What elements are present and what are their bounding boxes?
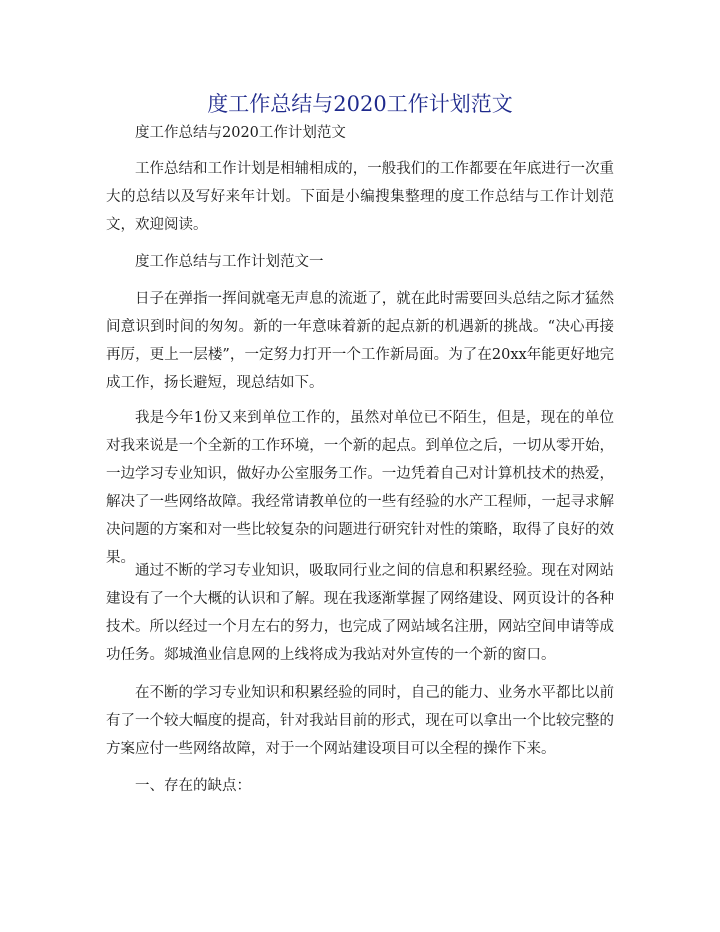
paragraph-2-block	[106, 404, 614, 572]
body-paragraph: 通过不断的学习专业知识，吸取同行业之间的信息和积累经验。现在对网站建设有了一个大概的认识和了解。现在我逐渐掌握了网络建设、网页设计的各种技术。所以经过一个月左右的努力，也完成了网站域名注册，网站空间申请等成功任务。郯城渔业信息网的上线将成为我站对外宣传的一个新的窗口。	[106, 563, 614, 663]
paragraph-3-block	[106, 557, 614, 669]
list-heading: 一、存在的缺点：	[135, 778, 251, 794]
paragraph-4-block	[106, 679, 614, 763]
document-subtitle: 度工作总结与2020工作计划范文	[135, 125, 346, 141]
body-paragraph: 我是今年1份又来到单位工作的，虽然对单位已不陌生，但是，现在的单位对我来说是一个全新的工作环境，一个新的起点。到单位之后，一切从零开始，一边学习专业知识，做好办公室服务工作。一边凭着自己对计算机技术的热爱，解决了一些网络故障。我经常请教单位的一些有经验的水产工程师，一起寻求解决问题的方案和对一些比较复杂的问题进行研究针对性的策略，取得了良好的效果。	[106, 410, 614, 566]
paragraph-1-block	[106, 285, 614, 397]
intro-block	[106, 155, 614, 239]
body-paragraph: 在不断的学习专业知识和积累经验的同时，自己的能力、业务水平都比以前有了一个较大幅度的提高，针对我站目前的形式，现在可以拿出一个比较完整的方案应付一些网络故障，对于一个网站建设项目可以全程的操作下来。	[106, 685, 614, 757]
document-subtitle-block	[106, 119, 614, 147]
document-title: 度工作总结与2020工作计划范文	[207, 92, 513, 116]
body-paragraph: 日子在弹指一挥间就毫无声息的流逝了，就在此时需要回头总结之际才猛然间意识到时间的匆匆。新的一年意味着新的起点新的机遇新的挑战。“决心再接再厉，更上一层楼”，一定努力打开一个工作新局面。为了在20xx年能更好地完成工作，扬长避短，现总结如下。	[106, 291, 614, 391]
intro-paragraph: 工作总结和工作计划是相辅相成的，一般我们的工作都要在年底进行一次重大的总结以及写好来年计划。下面是小编搜集整理的度工作总结与工作计划范文，欢迎阅读。	[106, 161, 614, 233]
section-title-block	[106, 248, 614, 276]
section-title: 度工作总结与工作计划范文一	[135, 254, 324, 270]
list-heading-block	[106, 772, 614, 800]
